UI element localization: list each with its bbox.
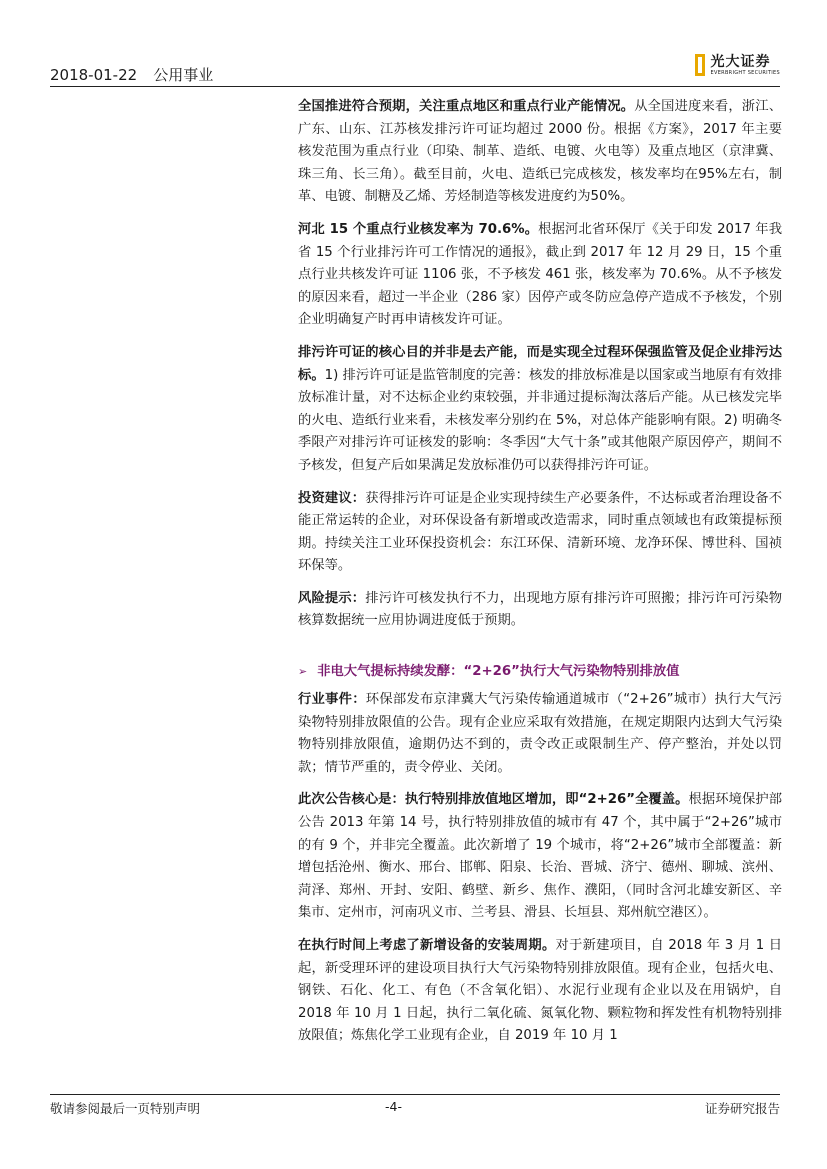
paragraph-core-purpose — [298, 342, 782, 478]
logo-chinese-name: 光大证券 — [710, 53, 771, 70]
company-logo — [695, 50, 780, 80]
paragraph-lead: 在执行时间上考虑了新增设备的安装周期。 — [298, 938, 556, 953]
paragraph-announcement-core — [298, 789, 782, 925]
logo-icon — [695, 54, 705, 76]
paragraph-body: 从全国进度来看，浙江、广东、山东、江苏核发排污许可证均超过 2000 份。根据《方案》，2017 年主要核发范围为重点行业（印染、制革、造纸、电镀、火电等）及重点地区（京津冀、珠三角、长三角）。截至目前，火电、造纸已完成核发，核发率均在95%左右，制革、电镀、制糖及乙烯、芳烃制造等核发进度约为50%。 — [298, 99, 783, 205]
page-number: -4- — [385, 1099, 402, 1114]
paragraph-lead: 河北 15 个重点行业核发率为 70.6%。 — [298, 221, 539, 237]
logo-english-name: EVERBRIGHT SECURITIES — [710, 69, 780, 76]
paragraph-body: 根据环境保护部公告 2013 年第 14 号，执行特别排放值的城市有 47 个，其中属于“2+26”城市的有 9 个，并非完全覆盖。此次新增了 19 个城市，将“2+26”城市全部覆盖：新增包括沧州、衡水、邢台、邯郸、阳泉、长治、晋城、济宁、德州、聊城、滨州、菏泽、郑州、开封、安阳、鹤壁、新乡、焦作、濮阳，（同时含河北雄安新区、辛集市、定州市，河南巩义市、兰考县、滑县、长垣县、郑州航空港区）。 — [298, 792, 783, 921]
paragraph-execution-time — [298, 935, 782, 1048]
paragraph-body: 获得排污许可证是企业实现持续生产必要条件，不达标或者治理设备不能正常运转的企业，对环保设备有新增或改造需求，同时重点领域也有政策提标预期。持续关注工业环保投资机会：东江环保、清新环境、龙净环保、博世科、国祯环保等。 — [298, 490, 783, 574]
section-heading — [298, 661, 782, 683]
paragraph-body: 根据河北省环保厅《关于印发 2017 年我省 15 个行业排污许可工作情况的通报》，截止到 2017 年 12 月 29 日，15 个重点行业共核发许可证 1106 张，不予核发 461 张，核发率为 70.6%。从不予核发的原因来看，超过一半企业（286 家）因停产或冬防应急停产造成不予核发，个别企业明确复产时再申请核发许可证。 — [298, 221, 782, 328]
arrow-bullet-icon: ➢ — [298, 665, 308, 679]
page-header — [50, 53, 780, 84]
paragraph-investment-advice — [298, 488, 782, 578]
paragraph-body: 对于新建项目，自 2018 年 3 月 1 日起，新受理环评的建设项目执行大气污染物特别排放限值。现有企业，包括火电、钢铁、石化、化工、有色（不含氧化铝）、水泥行业现有企业以及在用锅炉，自 2018 年 10 月 1 日起，执行二氧化硫、氮氧化物、颗粒物和挥发性有机物特别排放限值；炼焦化学工业现有企业，自 2019 年 10 月 1 — [298, 938, 783, 1044]
paragraph-lead: 此次公告核心是：执行特别排放值地区增加，即“2+26”全覆盖。 — [298, 792, 689, 808]
paragraph-hebei — [298, 219, 782, 332]
paragraph-body: 排污许可核发执行不力，出现地方原有排污许可照搬；排污许可污染物核算数据统一应用协调进度低于预期。 — [298, 590, 783, 629]
footer-report-type: 证券研究报告 — [704, 1101, 780, 1116]
section-title-text: 非电大气提标持续发酵：“2+26”执行大气污染物特别排放值 — [317, 664, 680, 680]
footer-disclaimer: 敬请参阅最后一页特别声明 — [50, 1101, 201, 1116]
header-divider — [50, 86, 780, 87]
report-date: 2018-01-22 — [50, 66, 138, 84]
paragraph-body: 环保部发布京津冀大气污染传输通道城市（“2+26”城市）执行大气污染物特别排放限值的公告。现有企业应采取有效措施，在规定期限内达到大气污染物特别排放限值，逾期仍达不到的，责令改正或限制生产、停产整治，并处以罚款；情节严重的，责令停业、关闭。 — [298, 692, 782, 775]
paragraph-body: 1) 排污许可证是监管制度的完善：核发的排放标准是以国家或当地原有有效排放标准计量，对不达标企业约束较强，并非通过提标淘汰落后产能。从已核发完毕的火电、造纸行业来看，未核发率分别约在 5%，对总体产能影响有限。2) 明确冬季限产对排污许可证核发的影响：冬季因“大气十条”或其他限产原因停产，期间不予核发，但复产后如果满足发放标准仍可以获得排污许可证。 — [298, 367, 783, 473]
paragraph-national-progress — [298, 96, 782, 209]
header-meta — [50, 64, 213, 85]
paragraph-lead: 全国推进符合预期，关注重点地区和重点行业产能情况。 — [298, 99, 635, 114]
industry-label: 公用事业 — [153, 66, 214, 84]
paragraph-lead: 行业事件： — [298, 692, 366, 708]
main-content — [298, 96, 782, 1058]
footer-divider — [50, 1094, 780, 1095]
paragraph-risk-warning — [298, 588, 782, 633]
paragraph-lead: 风险提示： — [298, 590, 366, 606]
paragraph-lead: 投资建议： — [298, 490, 366, 506]
paragraph-lead: 排污许可证的核心目的并非是去产能，而是实现全过程环保强监管及促企业排污达标。 — [298, 344, 782, 383]
paragraph-industry-event — [298, 689, 782, 779]
